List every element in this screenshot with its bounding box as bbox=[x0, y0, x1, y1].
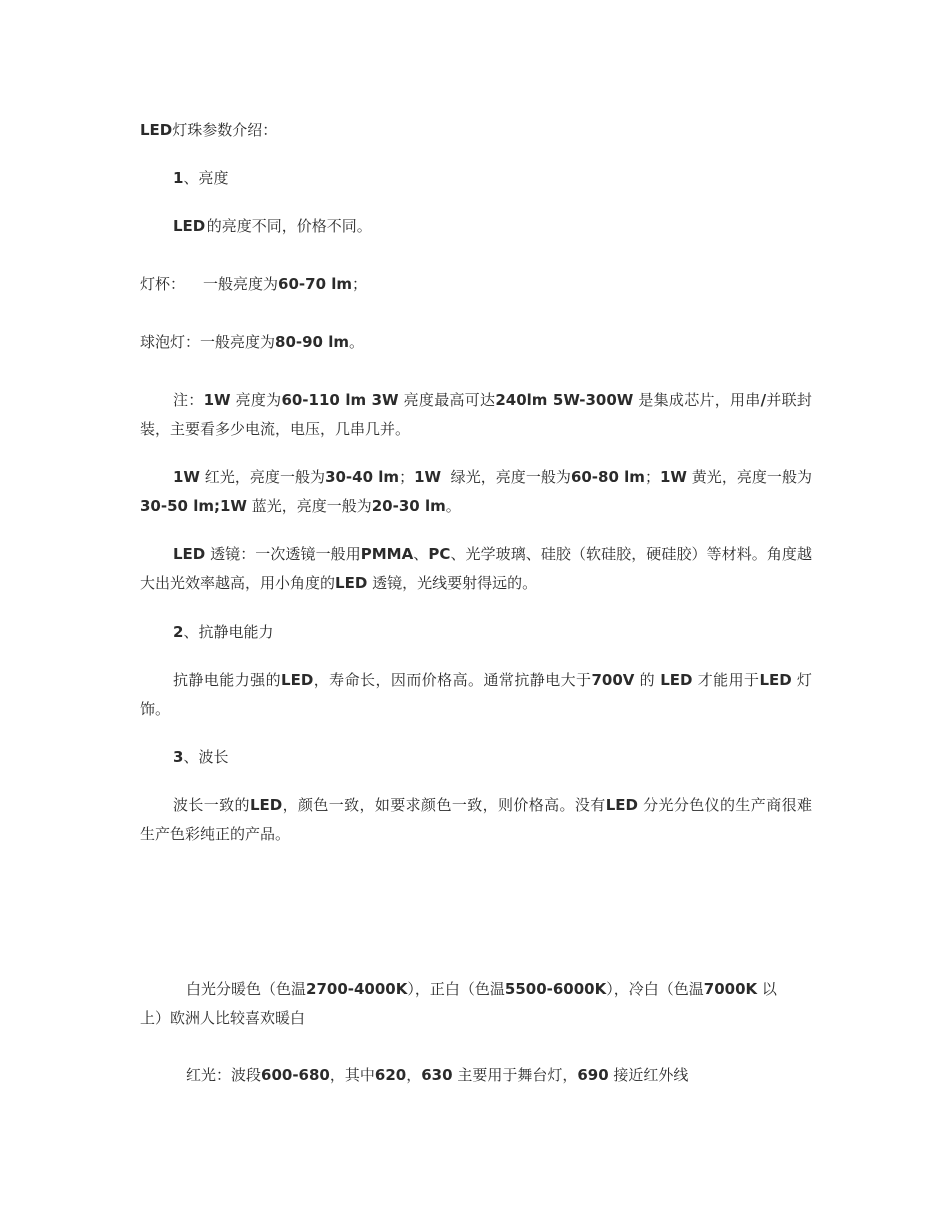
text: 黄光，亮度一般为 bbox=[691, 468, 812, 486]
text: ，颜色一致，如要求颜色一致，则价格高。没有 bbox=[282, 796, 606, 814]
text: 红光，亮度一般为 bbox=[204, 468, 326, 486]
text: 、亮度 bbox=[183, 169, 229, 187]
paragraph-bulb bbox=[140, 328, 812, 357]
text: 一般亮度为 bbox=[203, 275, 279, 293]
text-bold: 30-40 lm bbox=[325, 468, 400, 486]
text-bold: 240lm 5W-300W bbox=[495, 391, 634, 409]
text: 球泡灯：一般亮度为 bbox=[140, 333, 276, 351]
text: 白光分暖色（色温 bbox=[186, 980, 307, 998]
text-bold: 1W bbox=[414, 468, 442, 486]
text: 红光：波段 bbox=[186, 1066, 262, 1084]
text: 的亮度不同，价格不同。 bbox=[206, 217, 372, 235]
text-bold: LED bbox=[140, 121, 173, 139]
text-bold: 30-50 lm;1W bbox=[140, 497, 247, 515]
text: 、 bbox=[413, 545, 429, 563]
paragraph-esd bbox=[140, 666, 812, 724]
text: 灯珠参数介绍： bbox=[172, 121, 278, 139]
text-bold: LED bbox=[759, 671, 792, 689]
text-bold: LED bbox=[605, 796, 638, 814]
text-bold: 1 bbox=[173, 169, 184, 187]
text: 并联封装，主要看多少电流，电压，几串几并。 bbox=[140, 391, 812, 438]
text-bold: LED bbox=[660, 671, 693, 689]
text: 才能用于 bbox=[697, 671, 760, 689]
text: 灯杯： bbox=[140, 275, 186, 293]
text-bold: 60-70 lm bbox=[278, 275, 352, 293]
text-bold: 700V bbox=[591, 671, 635, 689]
section-heading-esd bbox=[140, 618, 812, 647]
text-bold: 2 bbox=[173, 623, 184, 641]
text: ， bbox=[406, 1066, 422, 1084]
text: 、光学玻璃、硅胶（软硅胶，硬硅胶）等材料。角度越大出光效率越高，用小角度的 bbox=[140, 545, 812, 592]
text-bold: 690 bbox=[577, 1066, 609, 1084]
text: ），冷白（色温 bbox=[606, 980, 704, 998]
text: 。 bbox=[348, 333, 364, 351]
text-bold: 2700-4000K bbox=[306, 980, 408, 998]
text: 。 bbox=[445, 497, 461, 515]
text: 是集成芯片，用串 bbox=[638, 391, 761, 409]
text-bold: PC bbox=[428, 545, 451, 563]
text: ； bbox=[644, 468, 660, 486]
text-bold: LED bbox=[173, 217, 206, 235]
section-heading-brightness bbox=[140, 164, 812, 193]
text-bold: LED bbox=[335, 574, 368, 592]
doc-title bbox=[140, 116, 812, 145]
text-bold: PMMA bbox=[360, 545, 414, 563]
paragraph-white-light bbox=[140, 975, 780, 1033]
text-bold: 60-80 lm bbox=[570, 468, 645, 486]
text: ），正白（色温 bbox=[407, 980, 505, 998]
text-bold: 60-110 lm 3W bbox=[281, 391, 399, 409]
text-bold: 3 bbox=[173, 748, 184, 766]
paragraph-red-light bbox=[140, 1061, 812, 1090]
text: 接近红外线 bbox=[613, 1066, 689, 1084]
text-bold: LED bbox=[281, 671, 314, 689]
text: 亮度为 bbox=[235, 391, 282, 409]
text: 、波长 bbox=[183, 748, 229, 766]
paragraph-lamp-cup bbox=[140, 270, 812, 299]
text: 绿光，亮度一般为 bbox=[450, 468, 571, 486]
text: 透镜：一次透镜一般用 bbox=[210, 545, 361, 563]
text: 蓝光，亮度一般为 bbox=[251, 497, 372, 515]
text: 透镜，光线要射得远的。 bbox=[372, 574, 538, 592]
text-bold: 80-90 lm bbox=[275, 333, 349, 351]
text: 主要用于舞台灯， bbox=[457, 1066, 578, 1084]
text: ，寿命长，因而价格高。通常抗静电大于 bbox=[313, 671, 592, 689]
text-bold: 7000K bbox=[703, 980, 758, 998]
text: 分光分色仪的生产商很难生产色彩纯正的产品。 bbox=[140, 796, 812, 843]
text: 亮度最高可达 bbox=[403, 391, 496, 409]
text: 波长一致的 bbox=[173, 796, 250, 814]
paragraph-color-brightness bbox=[140, 463, 812, 521]
text: 抗静电能力强的 bbox=[173, 671, 282, 689]
paragraph bbox=[140, 212, 812, 241]
text: ； bbox=[352, 275, 368, 293]
text: 、抗静电能力 bbox=[183, 623, 274, 641]
paragraph-note bbox=[140, 386, 812, 444]
text: 灯饰。 bbox=[140, 671, 812, 718]
text-bold: LED bbox=[173, 545, 206, 563]
section-heading-wavelength bbox=[140, 743, 812, 772]
text: ，其中 bbox=[329, 1066, 375, 1084]
text-bold: 600-680 bbox=[261, 1066, 330, 1084]
paragraph-wavelength bbox=[140, 791, 812, 849]
paragraph-lens bbox=[140, 540, 812, 598]
text-bold: 5500-6000K bbox=[504, 980, 607, 998]
text: 的 bbox=[639, 671, 656, 689]
text-bold: 630 bbox=[421, 1066, 453, 1084]
text: 以上）欧洲人比较喜欢暖白 bbox=[140, 980, 777, 1027]
text-bold: 1W bbox=[203, 391, 231, 409]
text-bold: 620 bbox=[374, 1066, 407, 1084]
text-bold: 20-30 lm bbox=[371, 497, 446, 515]
text: 注： bbox=[173, 391, 204, 409]
text-bold: LED bbox=[249, 796, 283, 814]
text-bold: 1W bbox=[659, 468, 687, 486]
text-bold: / bbox=[760, 391, 767, 409]
text-bold: 1W bbox=[173, 468, 200, 486]
text: ； bbox=[399, 468, 415, 486]
